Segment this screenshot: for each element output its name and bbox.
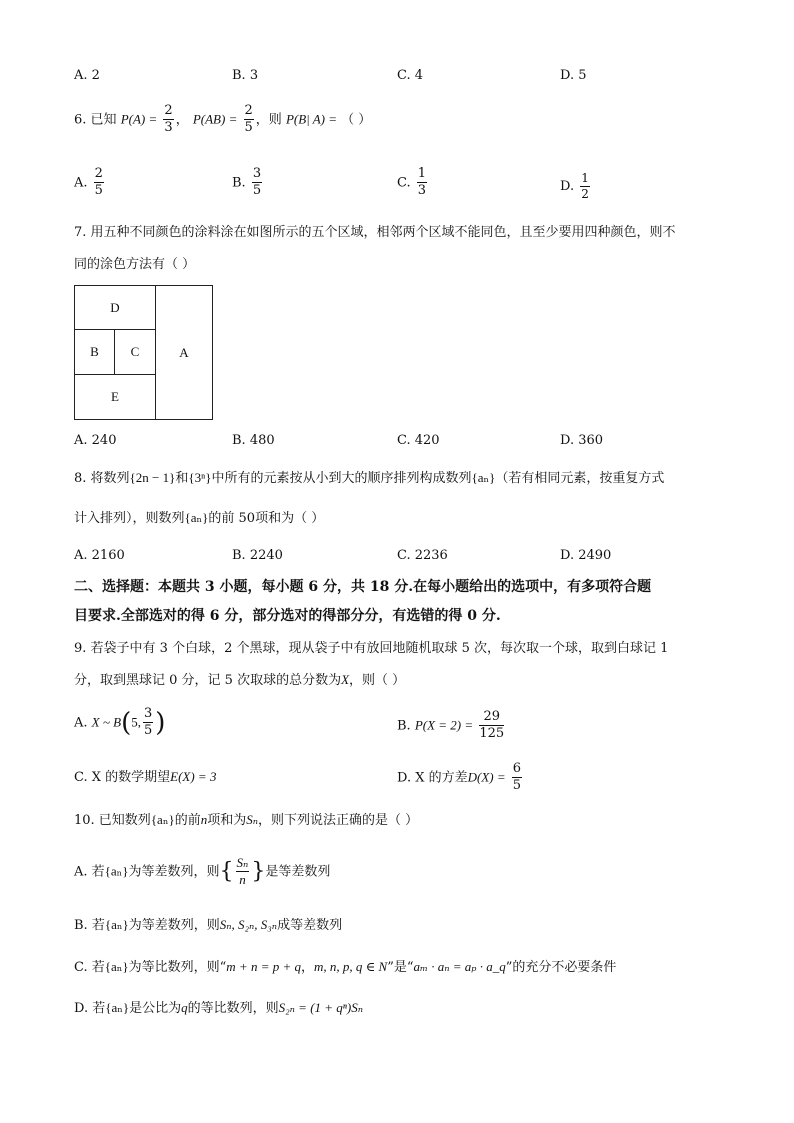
q10-option-c[interactable]: C. 若{aₙ}为等比数列，则“m + n = p + q，m, n, p, q ∈ N”是“aₘ · aₙ = aₚ · a_q”的充分不必要条件 [74, 959, 617, 975]
q7-option-a[interactable]: A. 240 [74, 433, 117, 448]
q6-sep1: ， [175, 112, 189, 128]
q9-option-a[interactable]: A. X ~ B(5, $\frac{3}{5}$ ) [74, 706, 166, 739]
q6-option-b[interactable]: B. $\frac{3}{5}$ [232, 166, 262, 199]
q7-option-b[interactable]: B. 480 [232, 433, 275, 448]
q5-option-c[interactable]: C. 4 [397, 68, 424, 83]
q8-seq1: {2n − 1} [129, 470, 176, 485]
q10-option-d[interactable]: D. 若{aₙ}是公比为q的等比数列，则S₂ₙ = (1 + qⁿ)Sₙ [74, 1000, 363, 1016]
q6-pab-fraction: $\frac{2}{5}$ [244, 103, 253, 136]
q6-pba: P(B| A) = [285, 111, 338, 127]
section2-heading-line1: 二、选择题：本题共 3 小题，每小题 6 分，共 18 分.在每小题给出的选项中，有多项符合题 [74, 579, 652, 595]
q7-stem-line2: 同的涂色方法有（ ） [74, 257, 196, 272]
q6-number: 6. [74, 112, 87, 128]
q8-seq3: {aₙ} [471, 470, 496, 485]
q9-a-fraction: $\frac{3}{5}$ [144, 706, 153, 739]
region-d: D [74, 285, 156, 330]
region-b: B [74, 329, 115, 375]
q7-option-c[interactable]: C. 420 [397, 433, 440, 448]
q10-option-b[interactable]: B. 若{aₙ}为等差数列，则Sₙ, S₂ₙ, S₃ₙ成等差数列 [74, 917, 343, 933]
q6-option-a[interactable]: A. $\frac{2}{5}$ [74, 166, 103, 199]
q9-var: X [341, 672, 350, 687]
q6-stem [74, 104, 371, 136]
q6-sep2: ，则 [255, 112, 282, 128]
q9-b-fraction: $\frac{29}{125}$ [479, 709, 505, 742]
q8-stem-line1: 8. 将数列{2n − 1}和{3ⁿ}中所有的元素按从小到大的顺序排列构成数列{aₙ}（若有相同元素，按重复方式 [74, 470, 665, 486]
q9-stem-line1: 9. 若袋子中有 3 个白球，2 个黑球，现从袋子中有放回地随机取球 5 次，每次取一个球，取到白球记 1 [74, 641, 669, 656]
q8-option-b[interactable]: B. 2240 [232, 548, 283, 563]
region-diagram [74, 285, 213, 420]
q7-stem-line1: 7. 用五种不同颜色的涂料涂在如图所示的五个区域，相邻两个区域不能同色，且至少要用四种颜色，则不 [74, 225, 676, 240]
q10-a-fraction: $\frac{\text{Sₙ}}{n}$ [236, 855, 249, 888]
q6-pa: P(A) = [120, 111, 158, 127]
q8-stem-line2: 计入排列），则数列{aₙ}的前 50项和为（ ） [74, 510, 325, 526]
q6-blank: （ ） [341, 112, 372, 128]
q10-stem: 10. 已知数列{aₙ}的前n项和为Sₙ，则下列说法正确的是（ ） [74, 812, 419, 828]
q9-d-fraction: $\frac{6}{5}$ [512, 761, 522, 794]
q6-option-a-fraction: $\frac{2}{5}$ [94, 166, 103, 199]
q8-option-d[interactable]: D. 2490 [560, 548, 612, 563]
q6-option-d-fraction: $\frac{1}{2}$ [581, 171, 589, 202]
q6-pa-fraction: $\frac{2}{3}$ [164, 103, 173, 136]
section2-heading-line2: 目要求.全部选对的得 6 分，部分选对的得部分分，有选错的得 0 分. [74, 608, 501, 624]
q9-d-expr: D(X) = [467, 769, 506, 785]
q5-option-d[interactable]: D. 5 [560, 68, 587, 83]
q9-option-d[interactable]: D. X 的方差D(X) = $\frac{6}{5}$ [397, 761, 522, 794]
q8-option-c[interactable]: C. 2236 [397, 548, 448, 563]
region-c: C [114, 329, 156, 375]
q8-seq4: {aₙ} [184, 510, 209, 525]
q5-option-a[interactable]: A. 2 [74, 68, 100, 83]
q6-option-b-fraction: $\frac{3}{5}$ [252, 166, 262, 199]
q6-option-c-fraction: $\frac{1}{3}$ [417, 166, 427, 199]
region-e: E [74, 374, 156, 420]
q9-a-expr: X ~ B [91, 714, 122, 730]
region-a: A [155, 285, 213, 420]
q8-option-a[interactable]: A. 2160 [74, 548, 125, 563]
q10-option-a[interactable]: A. 若{aₙ}为等差数列，则{ $\frac{\text{Sₙ}}{n}$ }是等差数列 [74, 855, 331, 888]
q6-option-c[interactable]: C. $\frac{1}{3}$ [397, 166, 427, 199]
q9-c-expr: E(X) = 3 [170, 769, 217, 784]
q9-option-c[interactable]: C. X 的数学期望E(X) = 3 [74, 769, 217, 785]
q9-stem-line2: 分，取到黑球记 0 分，记 5 次取球的总分数为X，则（ ） [74, 672, 406, 688]
q6-option-d[interactable]: D. $\frac{1}{2}$ [560, 171, 589, 202]
q6-pab: P(AB) = [192, 111, 238, 127]
q5-option-b[interactable]: B. 3 [232, 68, 259, 83]
q9-option-b[interactable]: B. P(X = 2) = $\frac{29}{125}$ [397, 709, 505, 742]
q8-seq2: {3ⁿ} [188, 470, 212, 485]
q9-b-expr: P(X = 2) = [414, 717, 474, 733]
q7-option-d[interactable]: D. 360 [560, 433, 604, 448]
q6-lead: 已知 [90, 112, 117, 128]
